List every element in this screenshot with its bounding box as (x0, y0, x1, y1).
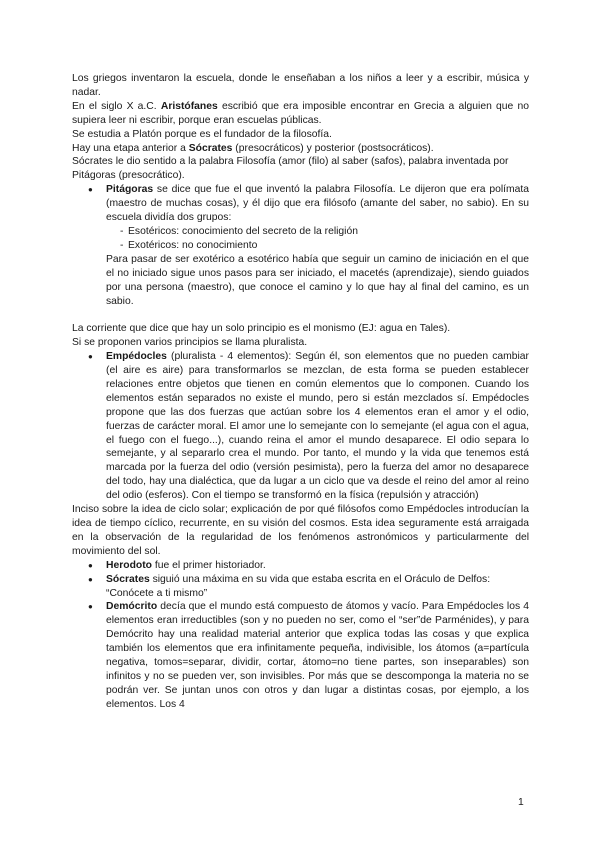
socrates-text: siguió una máxima en su vida que estaba escrita en el Oráculo de Delfos: “Conócete a ti mismo” (106, 573, 491, 599)
aristophanes-name: Aristófanes (160, 100, 218, 112)
intro-paragraph-plato: Se estudia a Platón porque es el fundador de la filosofía. (72, 128, 332, 140)
pitagoras-group-esotericos: - Esotéricos: conocimiento del secreto de la religión (72, 225, 529, 239)
pitagoras-group-exotericos: - Exotéricos: no conocimiento (72, 239, 529, 253)
democrito-text: decía que el mundo está compuesto de átomos y vacío. Para Empédocles los 4 elementos eran irreductibles (son y no pueden no ser, como el “ser”de Parménides), y para Demócrito hay una realidad material anterior que explica todas las cosas y que explica también los elementos que era infinitamente pequeña, indivisible, los átomos (a=partícula negativa, tomos=separar, dividir, cortar, átomo=no tiene partes, son inseparables) son infinitos y no se pueden ver, son invisibles. Por más que se descomponga la materia no se podrán ver. Se juntan unos con otros y dan lugar a distintas cosas, por ejemplo, a los elementos. Los 4 (106, 601, 529, 710)
herodoto-bullet (72, 559, 529, 573)
empedocles-bullet (72, 350, 529, 503)
empedocles-text: (pluralista - 4 elementos): Según él, son elementos que no pueden cambiar (el aire es aire) para transformarlos se mezclan, de esta forma se pueden establecer relaciones entre objetos que tienen en común elementos que lo componen. Cuando los elementos están separados no existe el mundo, pero si están mezclados sí. Empédocles propone que las dos fuerzas que actúan sobre los 4 elementos eran el amor y el odio, fuerzas de carácter moral. El amor une lo semejante con lo semejante (el agua con el agua, el fuego con el fuego...), cuando reina el amor el mundo desaparece. El odio separa lo semejante, y al separarlo crea el mundo. Por tanto, el mundo y la vida que tenemos está marcada por la fuerza del odio (versión pesimista), pero la fuerza del amor no desaparece del todo, hay una dialéctica, que da lugar a un ciclo que va desde el reino del amor al reino del odio (esferos). Con el tiempo se transformó en la física (repulsión y atracción) (106, 351, 529, 502)
intro-paragraph-aristophanes (72, 100, 529, 128)
socrates-name: Sócrates (188, 142, 233, 154)
document-page (72, 72, 529, 712)
socrates-bullet (72, 573, 529, 601)
intro-paragraph-socrates-stage (72, 142, 529, 156)
intro-paragraph-philosophy-word: Sócrates le dio sentido a la palabra Filosofía (amor (filo) al saber (safos), palabra inventada por Pitágoras (presocrático). (72, 156, 509, 182)
pitagoras-name: Pitágoras (106, 184, 154, 196)
herodoto-text: fue el primer historiador. (151, 559, 266, 571)
democrito-name: Demócrito (106, 601, 158, 613)
pitagoras-bullet (72, 183, 529, 225)
intro-text: En el siglo X a.C. (72, 100, 161, 112)
intro-paragraph-schools: Los griegos inventaron la escuela, donde le enseñaban a los niños a leer y a escribir, música y nadar. (72, 73, 529, 98)
intro-text: (presocráticos) y posterior (postsocráticos). (232, 142, 434, 154)
pitagoras-path-paragraph: Para pasar de ser exotérico a esotérico había que seguir un camino de iniciación en el que el no iniciado sigue unos pasos para ser iniciado, el macetés (aprendizaje), siendo guiados por una persona (maestro), que conoce el camino y lo que hay al final del camino, es un sabio. (106, 253, 529, 307)
herodoto-name: Herodoto (106, 559, 152, 571)
democrito-bullet (72, 600, 529, 711)
page-number: 1 (518, 797, 524, 808)
intro-text: escribió que era imposible encontrar en Grecia a alguien que no supiera leer ni escribir, porque eran escuelas públicas. (72, 100, 530, 126)
socrates-bullet-name: Sócrates (106, 573, 150, 585)
inciso-paragraph: Inciso sobre la idea de ciclo solar; explicación de por qué filósofos como Empédocles introducían la idea de tiempo cíclico, recurrente, en su visión del cosmos. Esta idea seguramente está arraigada en la observación de la regularidad de los fenómenos astronómicos y particularmente del movimiento del sol. (72, 504, 529, 557)
paragraph-spacer (72, 308, 529, 322)
pitagoras-text: se dice que fue el que inventó la palabra Filosofía. Le dijeron que era polímata (maestro de muchas cosas), y él dijo que era filósofo (amante del saber, no sabio). En su escuela dividía dos grupos: (106, 184, 529, 224)
monismo-paragraph: La corriente que dice que hay un solo principio es el monismo (EJ: agua en Tales). (72, 323, 451, 335)
pluralista-paragraph: Si se proponen varios principios se llama pluralista. (72, 337, 308, 349)
empedocles-name: Empédocles (106, 351, 167, 363)
intro-text: Hay una etapa anterior a (72, 142, 189, 154)
